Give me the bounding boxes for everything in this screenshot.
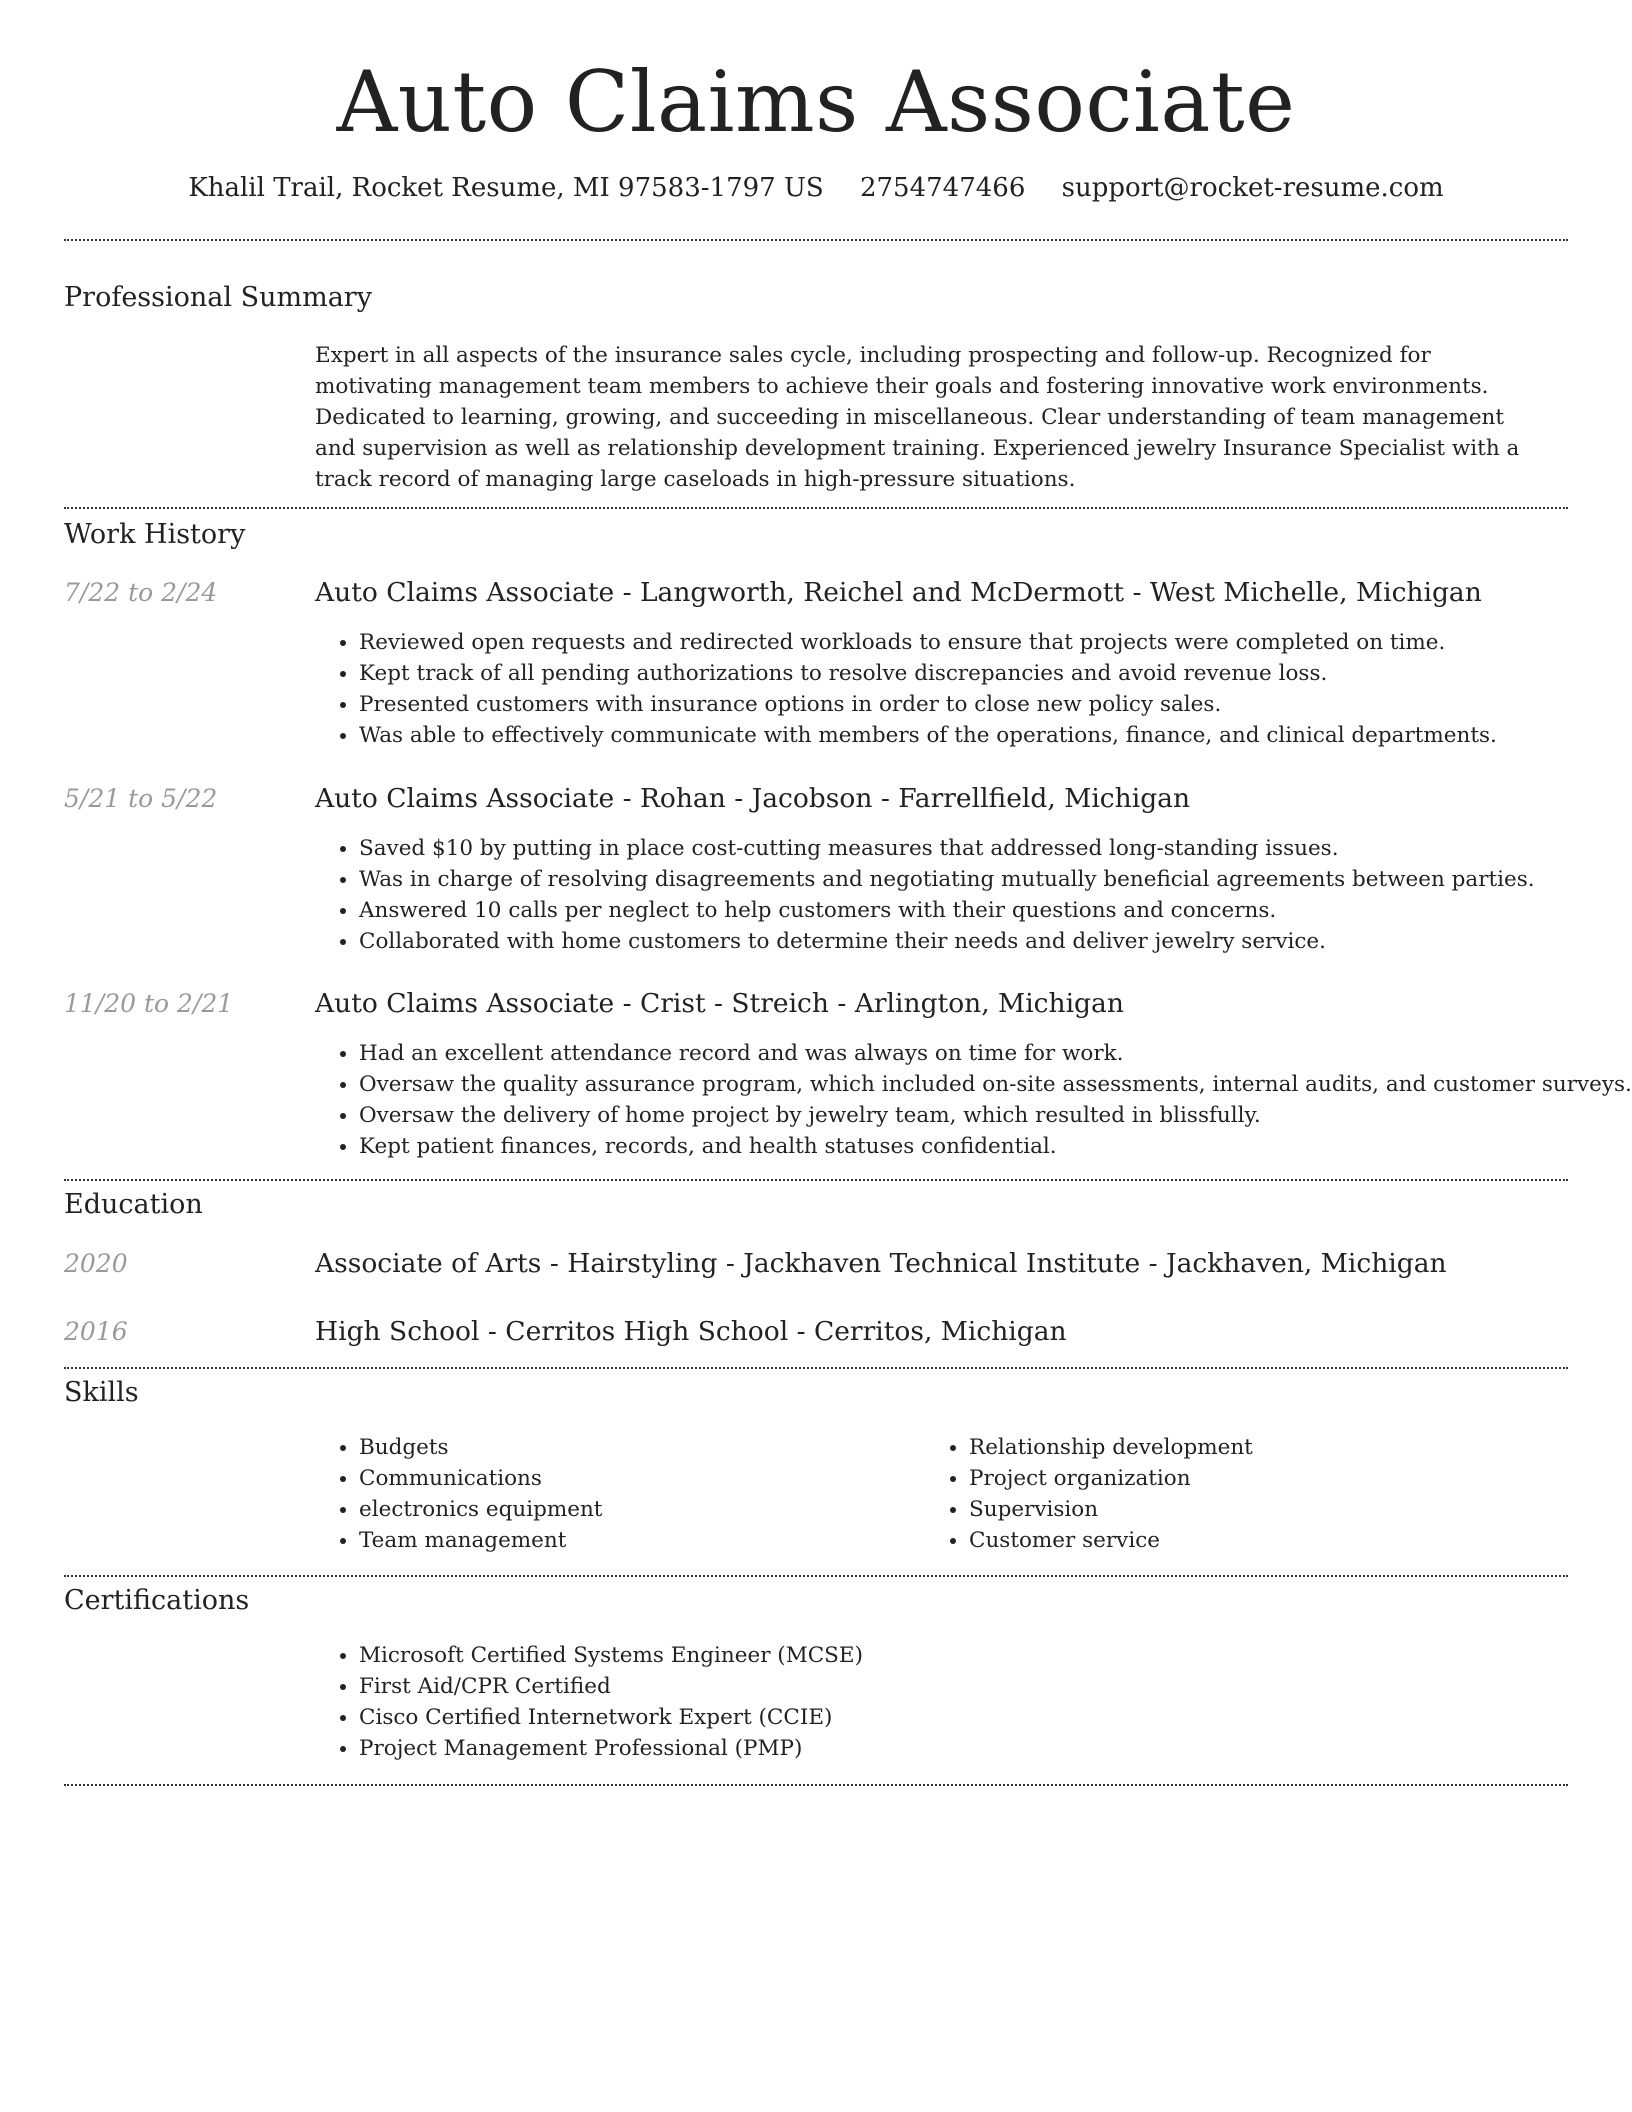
list-item: • Oversaw the quality assurance program, which included on-site assessments, internal audits, and customer surveys. bbox=[359, 1069, 1632, 1100]
job-dates: 7/22 to 2/24 bbox=[64, 578, 218, 607]
list-item: • Kept track of all pending authorizations to resolve discrepancies and avoid revenue loss. bbox=[359, 658, 1497, 689]
list-item: • Was in charge of resolving disagreements and negotiating mutually beneficial agreements between parties. bbox=[359, 864, 1535, 895]
list-item: • Collaborated with home customers to determine their needs and deliver jewelry service. bbox=[359, 926, 1535, 957]
contact-email: support@rocket-resume.com bbox=[1061, 173, 1444, 203]
job-dates: 5/21 to 5/22 bbox=[64, 784, 218, 813]
certifications-list bbox=[315, 1640, 863, 1764]
divider bbox=[64, 1575, 1568, 1577]
list-item: • Was able to effectively communicate with members of the operations, finance, and clinical departments. bbox=[359, 720, 1497, 751]
list-item: • Had an excellent attendance record and was always on time for work. bbox=[359, 1038, 1632, 1069]
list-item: • Presented customers with insurance options in order to close new policy sales. bbox=[359, 689, 1497, 720]
skills-heading: Skills bbox=[64, 1377, 139, 1408]
divider bbox=[64, 239, 1568, 241]
contact-address: Khalil Trail, Rocket Resume, MI 97583-1797 US bbox=[188, 173, 824, 203]
education-year: 2020 bbox=[64, 1249, 128, 1278]
list-item: • Oversaw the delivery of home project by jewelry team, which resulted in blissfully. bbox=[359, 1100, 1632, 1131]
job-dates: 11/20 to 2/21 bbox=[64, 989, 234, 1018]
list-item: • Supervision bbox=[969, 1494, 1253, 1525]
job-title: Auto Claims Associate - Rohan - Jacobson - Farrellfield, Michigan bbox=[315, 783, 1191, 814]
work-history-heading: Work History bbox=[64, 519, 246, 550]
divider bbox=[64, 1367, 1568, 1369]
job-bullets bbox=[315, 1038, 1632, 1162]
candidate-name: Auto Claims Associate bbox=[336, 53, 1296, 151]
list-item: • Kept patient finances, records, and health statuses confidential. bbox=[359, 1131, 1632, 1162]
education-entry: Associate of Arts - Hairstyling - Jackhaven Technical Institute - Jackhaven, Michigan bbox=[315, 1248, 1447, 1279]
list-item: • Customer service bbox=[969, 1525, 1253, 1556]
summary-heading: Professional Summary bbox=[64, 282, 372, 313]
summary-text: Expert in all aspects of the insurance sales cycle, including prospecting and follow-up. Recognized for motivating management team members to achieve their goals and fostering innovative work environments. Dedicated to learning, growing, and succeeding in miscellaneous. Clear understanding of team management and supervision as well as relationship development training. Experienced jewelry Insurance Specialist with a track record of managing large caseloads in high-pressure situations. bbox=[315, 343, 1520, 492]
job-bullets bbox=[315, 833, 1535, 957]
job-bullets bbox=[315, 627, 1497, 751]
list-item: • Project Management Professional (PMP) bbox=[359, 1733, 863, 1764]
education-year: 2016 bbox=[64, 1317, 128, 1346]
education-entry: High School - Cerritos High School - Cerritos, Michigan bbox=[315, 1316, 1067, 1347]
list-item: • Budgets bbox=[359, 1432, 602, 1463]
list-item: • First Aid/CPR Certified bbox=[359, 1671, 863, 1702]
list-item: • Cisco Certified Internetwork Expert (CCIE) bbox=[359, 1702, 863, 1733]
skills-list-right bbox=[925, 1432, 1253, 1556]
education-heading: Education bbox=[64, 1189, 203, 1220]
list-item: • Answered 10 calls per neglect to help customers with their questions and concerns. bbox=[359, 895, 1535, 926]
certifications-heading: Certifications bbox=[64, 1585, 250, 1616]
divider bbox=[64, 507, 1568, 509]
contact-phone: 2754747466 bbox=[859, 173, 1026, 203]
job-title: Auto Claims Associate - Crist - Streich - Arlington, Michigan bbox=[315, 988, 1124, 1019]
skills-list-left bbox=[315, 1432, 602, 1556]
list-item: • Project organization bbox=[969, 1463, 1253, 1494]
list-item: • Relationship development bbox=[969, 1432, 1253, 1463]
list-item: • Team management bbox=[359, 1525, 602, 1556]
list-item: • Reviewed open requests and redirected workloads to ensure that projects were completed on time. bbox=[359, 627, 1497, 658]
list-item: • Saved $10 by putting in place cost-cutting measures that addressed long-standing issues. bbox=[359, 833, 1535, 864]
divider bbox=[64, 1179, 1568, 1181]
list-item: • Communications bbox=[359, 1463, 602, 1494]
list-item: • electronics equipment bbox=[359, 1494, 602, 1525]
contact-line bbox=[0, 170, 1632, 206]
divider bbox=[64, 1784, 1568, 1786]
list-item: • Microsoft Certified Systems Engineer (MCSE) bbox=[359, 1640, 863, 1671]
job-title: Auto Claims Associate - Langworth, Reichel and McDermott - West Michelle, Michigan bbox=[315, 577, 1482, 608]
